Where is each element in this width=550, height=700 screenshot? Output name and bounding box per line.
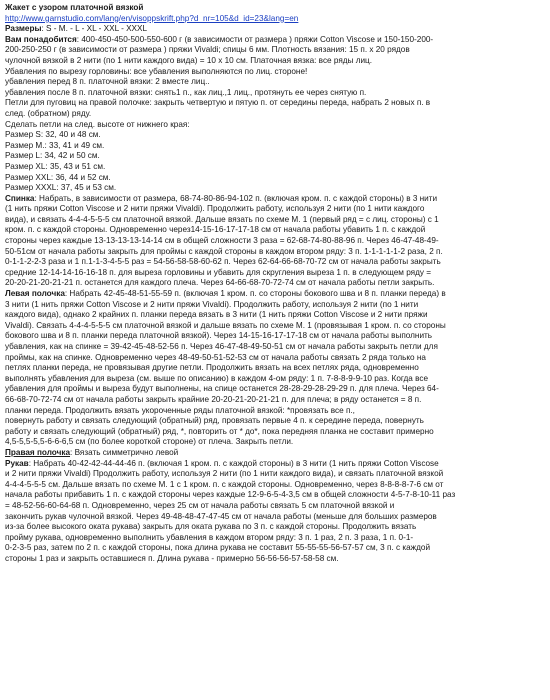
body-text: планки переда. Продолжить вязать укороченные ряды платочной вязкой: *провязать все п., (5, 405, 355, 415)
text-line (5, 194, 546, 205)
body-text: 4-4-4-5-5-5 см. Дальше вязать по схеме М. 1 с 1 кром. п. с каждой стороны. Одновременно, через 8-8-8-8-7-6 см от (5, 479, 444, 489)
text-line (5, 363, 546, 374)
body-text: стороны через каждые 13-13-13-13-14-14 см в общей сложности 3 раза = 62-68-74-80-88-96 п. Через 46-47-48-49- (5, 236, 439, 246)
body-text: Vivaldi). Связать 4-4-4-5-5-5 см платочной вязкой и дальше вязать по схеме М. 1 (провязывая 1 кром. п. со стороны (5, 320, 446, 330)
text-line (5, 247, 546, 258)
text-line (5, 130, 546, 141)
body-text: убавления, как на спинке = 39-42-45-48-52-56 п. Через 46-47-48-49-50-51 см от начала работы закрыть петли для (5, 342, 438, 351)
body-text: бокового шва и 8 п. планки переда платочной вязкой). Через 14-15-16-17-17-18 см от начала работы выполнить (5, 331, 433, 341)
text-line (5, 353, 546, 364)
text-line (5, 554, 546, 565)
text-line (5, 331, 546, 342)
text-line (5, 162, 546, 173)
body-text: Убавления по вырезу горловины: все убавления выполняются по лиц. стороне! (5, 66, 308, 76)
text-line (5, 173, 546, 184)
body-text: убавления после 8 п. платочной вязки: снять1 п., как лиц.,1 лиц., протянуть ее через снятую п. (5, 87, 367, 97)
text-line (5, 459, 546, 470)
text-line (5, 268, 546, 279)
body-text: и 2 нити пряжи Vivaldi) Продолжить работу, используя 2 нити (по 1 нити каждого вида), и связать платочной вязкой (5, 469, 444, 479)
body-text: Петли для пуговиц на правой полочке: закрыть четвертую и пятую п. от середины переда, набрать 2 новых п. в (5, 98, 431, 108)
body-text: 20-20-21-20-21-21 п. останется для каждого плеча. Через 64-66-68-70-72-74 см от начала работы петли закрыть. (5, 278, 435, 288)
section-heading: Рукав (5, 458, 29, 468)
body-text: Размер XXXL: 37, 45 и 53 см. (5, 183, 117, 193)
body-text: чулочной вязкой в 2 нити (по 1 нити каждого вида) = 10 х 10 см. Платочная вязка: все ряды лиц. (5, 55, 373, 65)
body-text: кром. п. с каждой стороны. Одновременно через14-15-16-17-17-18 см от начала работы убавить 1 п. с каждой (5, 225, 426, 235)
body-text: стороны 1 раз и закрыть оставшиеся п. Длина рукава - примерно 56-56-56-57-58-58 см. (5, 553, 339, 563)
body-text: из-за более высокого оката рукава) закрыть для оката рукава по 3 п. с каждой стороны. Продолжить вязать (5, 522, 417, 532)
body-text: 200-250-250 г (в зависимости от размера ) пряжи Vivaldi; спицы 6 мм. Плотность вязания: 15 п. х 20 рядов (5, 45, 410, 55)
text-line (5, 501, 546, 512)
body-text: убавления перед 8 п. платочной вязки: 2 вместе лиц.. (5, 77, 210, 87)
text-line (5, 225, 546, 236)
text-line (5, 310, 546, 321)
text-line (5, 416, 546, 427)
text-line (5, 406, 546, 417)
text-line (5, 448, 546, 459)
body-text: выполнять убавления для выреза (см. выше по описанию) в каждом 4-ом ряду: 1 п. 7-8-8-9-9-10 раз. Когда все (5, 373, 429, 383)
section-heading: Правая полочка (5, 447, 71, 457)
body-text: убавления для проймы и выреза будут выполнены, на спице останется 28-28-29-28-29-29 п. для плеча. Через 64- (5, 384, 439, 394)
body-text: Размер XL: 35, 43 и 51 см. (5, 161, 106, 171)
text-line (5, 88, 546, 99)
text-line (5, 204, 546, 215)
text-line (5, 342, 546, 353)
section-heading: Спинка (5, 193, 35, 203)
text-line (5, 289, 546, 300)
body-text: : 400-450-450-500-550-600 г (в зависимости от размера ) пряжи Cotton Viscose и 150-150-200- (76, 34, 434, 44)
body-text: пройму рукава, одновременно выполнить убавления в каждом втором ряду: 3 п. 1 раз, 2 п. 3 раза, 1 п. 0-1- (5, 532, 414, 542)
section-heading: Размеры (5, 24, 42, 34)
text-line (5, 257, 546, 268)
body-text: каждого вида), однако 2 крайних п. планки переда вязать в 3 нити (1 нить пряжи Cotton Viscose и 2 нити пряжи (5, 310, 428, 320)
pattern-url-link[interactable]: http://www.garnstudio.com/lang/en/visoppskrift.php?d_nr=105&d_id=23&lang=en (5, 13, 299, 23)
section-heading: Вам понадобится (5, 34, 77, 44)
text-line (5, 215, 546, 226)
text-line (5, 151, 546, 162)
text-line (5, 374, 546, 385)
body-text: : S - M. - L - XL - XXL - XXXL (41, 24, 148, 34)
text-line (5, 300, 546, 311)
body-text: : Набрать, в зависимости от размера, 68-74-80-86-94-102 п. (включая кром. п. с каждой стороны) в 3 нити (34, 193, 438, 203)
body-text: повернуть работу и связать следующий (обратный) ряд, провязать первые 4 п. к середине переда, повернуть (5, 416, 424, 426)
text-line (5, 522, 546, 533)
text-line (5, 45, 546, 56)
text-line (5, 24, 546, 35)
body-text: Размер L: 34, 42 и 50 см. (5, 151, 100, 161)
text-line (5, 56, 546, 67)
body-text: = 48-52-56-60-64-68 п. Одновременно, через 25 см от начала работы связать 5 см платочной вязкой и (5, 500, 395, 510)
body-text: 3 нити (1 нить пряжи Cotton Viscose и 2 нити пряжи Vivaldi). Продолжить работу, используя 2 нити (по 1 нити (5, 299, 419, 309)
body-text: : Набрать 42-45-48-51-55-59 п. (включая 1 кром. п. со стороны бокового шва и 8 п. планки переда) в (64, 289, 446, 299)
text-line (5, 35, 546, 46)
text-line (5, 437, 546, 448)
text-line (5, 278, 546, 289)
text-line (5, 3, 546, 14)
body-text: проймы, как на спинке. Одновременно через 48-49-50-51-52-53 см от начала работы связать 2 ряда только на (5, 352, 426, 362)
text-line (5, 67, 546, 78)
text-line (5, 77, 546, 88)
body-text: Размер XXL: 36, 44 и 52 см. (5, 172, 111, 182)
text-line (5, 183, 546, 194)
text-line (5, 141, 546, 152)
body-text: работу и связать следующий (обратный) ряд, *, повторить от * до*, пока передняя планка не составит примерно (5, 426, 434, 436)
text-line (5, 480, 546, 491)
document-title: Жакет с узором платочной вязкой (5, 3, 144, 12)
body-text: : Набрать 40-42-42-44-44-46 п. (включая 1 кром. п. с каждой стороны) в 3 нити (1 нить пряжи Cotton Viscose (28, 458, 439, 468)
body-text: Размер M.: 33, 41 и 49 см. (5, 140, 105, 150)
text-line (5, 490, 546, 501)
body-text: 0-2-3-5 раз, затем по 2 п. с каждой стороны, пока длина рукава не составит 55-55-55-56-57-57 см, 3 п. с каждой (5, 543, 431, 553)
text-line (5, 427, 546, 438)
body-text: (1 нить пряжи Cotton Viscose и 2 нити пряжи Vivaldi). Продолжить работу, используя 2 нити (по 1 нити каждого (5, 204, 425, 214)
body-text: 0-1-1-2-2-3 раза и 1 п.1-1-3-4-5-5 раз = 54-56-58-58-60-62 п. Через 62-64-66-68-70-72 см от начала работы закрыть (5, 257, 441, 267)
text-line (5, 384, 546, 395)
body-text: вида), и связать 4-4-4-5-5-5 см платочной вязкой. Дальше вязать по схеме М. 1 (первый ряд = с лиц. стороны) с 1 (5, 214, 439, 224)
text-line (5, 98, 546, 109)
body-text: Размер S: 32, 40 и 48 см. (5, 130, 101, 140)
text-line (5, 109, 546, 120)
body-text: 4,5-5,5-5,5-6-6-6,5 см (по более короткой стороне) от плеча. Закрыть петли. (5, 437, 294, 447)
body-text: начала работы прибавить 1 п. с каждой стороны через каждые 12-9-6-5-4-3,5 см в общей сложности 4-5-7-8-10-11 раз (5, 490, 456, 500)
section-heading: Левая полочка (5, 289, 65, 299)
text-line (5, 395, 546, 406)
text-line (5, 469, 546, 480)
text-line (5, 236, 546, 247)
text-line (5, 14, 546, 25)
body-text: : Вязать симметрично левой (70, 447, 179, 457)
text-line (5, 543, 546, 554)
body-text: Сделать петли на след. высоте от нижнего края: (5, 119, 190, 129)
body-text: закончить рукав чулочной вязкой. Через 49-48-48-47-47-45 см от начала работы (меньше для больших размеров (5, 511, 437, 521)
body-text: петлях планки переда, не провязывая другие петли. Продолжить вязать на всех петлях ряда, одновременно (5, 363, 419, 373)
body-text: 50-51см от начала работы закрыть для проймы с каждой стороны в каждом втором ряду: 3 п. 1-1-1-1-1-2 раза, 2 п. (5, 246, 443, 256)
body-text: 66-68-70-72-74 см от начала работы закрыть крайние 20-20-21-20-21-21 п. для плеча; в ряду останется = 8 п. (5, 394, 422, 404)
text-line (5, 120, 546, 131)
text-line (5, 512, 546, 523)
body-text: средние 12-14-14-16-16-18 п. для выреза горловины и убавить для скругления выреза 1 п. в следующем ряду = (5, 267, 432, 277)
text-line (5, 533, 546, 544)
body-text: след. (обратном) ряду. (5, 108, 92, 118)
text-line (5, 321, 546, 332)
